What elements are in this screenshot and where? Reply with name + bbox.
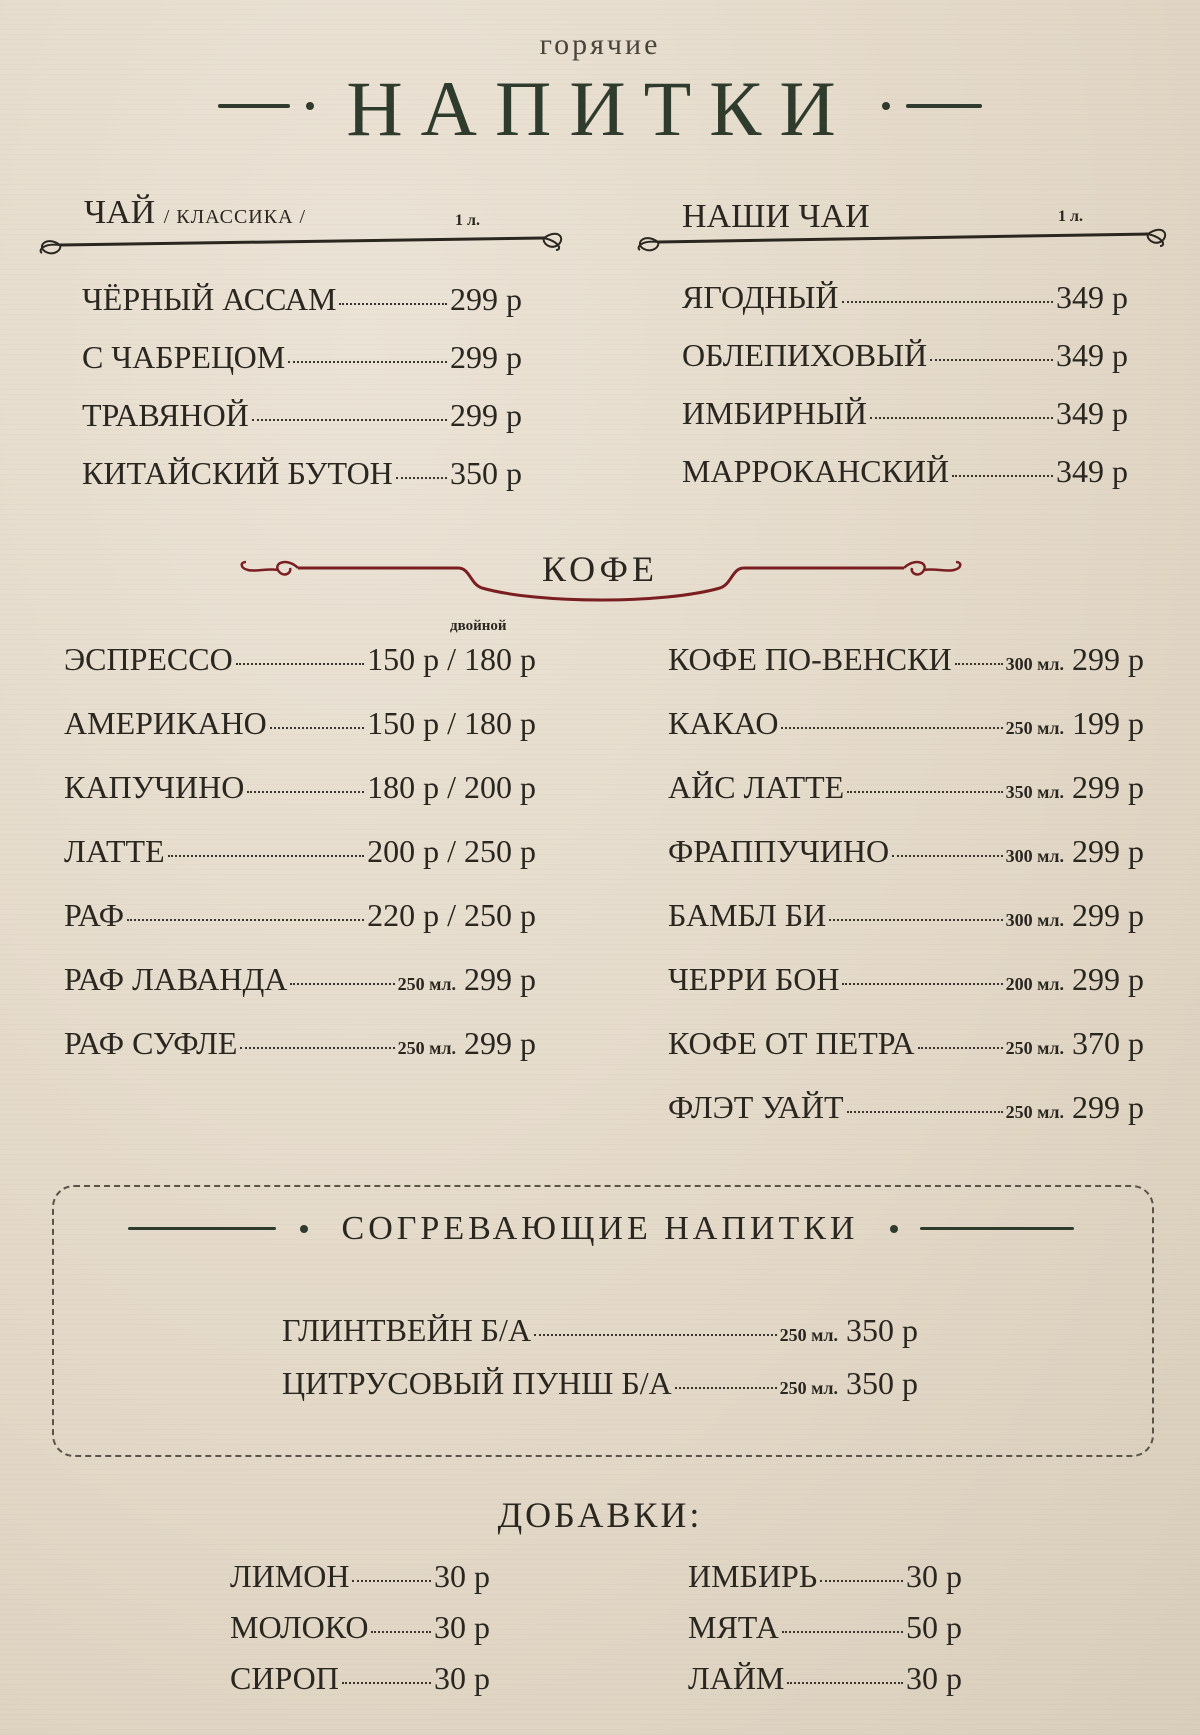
dot-leader	[955, 663, 1003, 665]
item-volume: 250 мл.	[779, 1325, 838, 1345]
list-item	[82, 399, 522, 457]
list-item	[688, 1662, 962, 1713]
title-dot-right	[882, 102, 890, 110]
double-shot-label: двойной	[450, 618, 507, 634]
item-price: 299 р	[464, 1025, 536, 1061]
list-item	[64, 707, 536, 771]
dot-leader	[534, 1334, 777, 1336]
item-price: 350 р	[846, 1365, 918, 1401]
tea-classic-ornament-rule	[38, 230, 566, 260]
dot-leader	[396, 477, 447, 479]
item-name: РАФ ЛАВАНДА	[64, 961, 288, 997]
item-price: 180 р / 200 р	[367, 769, 536, 805]
list-item	[64, 771, 536, 835]
list-item	[64, 835, 536, 899]
dot-leader	[240, 1047, 394, 1049]
list-item	[668, 899, 1144, 963]
list-item	[64, 1027, 536, 1091]
dot-leader	[870, 417, 1053, 419]
list-item	[230, 1611, 490, 1662]
item-volume: 300 мл.	[1005, 654, 1064, 674]
warming-list	[282, 1314, 918, 1420]
list-item	[64, 643, 536, 707]
coffee-right-list	[668, 643, 1144, 1155]
item-price: 349 р	[1056, 395, 1128, 431]
list-item	[282, 1367, 918, 1420]
dot-leader	[339, 303, 447, 305]
dot-leader	[930, 359, 1053, 361]
additions-title: ДОБАВКИ:	[497, 1495, 703, 1535]
item-price: 299 р	[1072, 833, 1144, 869]
item-price: 299 р	[1072, 897, 1144, 933]
item-volume: 250 мл.	[1005, 1102, 1064, 1122]
list-item	[682, 455, 1128, 513]
warming-rule-right	[920, 1227, 1074, 1230]
item-name: РАФ	[64, 897, 125, 933]
item-price: 150 р / 180 р	[367, 641, 536, 677]
item-name: ОБЛЕПИХОВЫЙ	[682, 337, 928, 373]
dot-leader	[288, 361, 447, 363]
dot-leader	[782, 1631, 903, 1633]
dot-leader	[270, 727, 364, 729]
item-price: 30 р	[434, 1660, 490, 1696]
list-item	[668, 835, 1144, 899]
item-name: МОЛОКО	[230, 1609, 369, 1645]
item-name: МАРРОКАНСКИЙ	[682, 453, 950, 489]
tea-classic-title: ЧАЙ	[84, 194, 156, 231]
item-price: 299 р	[464, 961, 536, 997]
item-name: ЛАЙМ	[688, 1660, 785, 1696]
item-name: ФЛЭТ УАЙТ	[668, 1089, 844, 1125]
coffee-left-list	[64, 643, 536, 1091]
list-item	[688, 1560, 962, 1611]
item-price: 30 р	[906, 1558, 962, 1594]
item-name: РАФ СУФЛЕ	[64, 1025, 238, 1061]
list-item	[682, 397, 1128, 455]
item-name: ЛАТТЕ	[64, 833, 165, 869]
item-price: 199 р	[1072, 705, 1144, 741]
list-item	[668, 707, 1144, 771]
item-price: 350 р	[846, 1312, 918, 1348]
item-price: 299 р	[1072, 1089, 1144, 1125]
item-price: 30 р	[434, 1609, 490, 1645]
item-price: 299 р	[1072, 641, 1144, 677]
item-price: 150 р / 180 р	[367, 705, 536, 741]
item-volume: 200 мл.	[1005, 974, 1064, 994]
item-name: АЙС ЛАТТЕ	[668, 769, 845, 805]
page-title: НАПИТКИ	[346, 65, 854, 152]
list-item	[230, 1560, 490, 1611]
item-name: КАКАО	[668, 705, 779, 741]
dot-leader	[842, 301, 1053, 303]
tea-classic-heading	[84, 194, 306, 232]
dot-leader	[290, 983, 394, 985]
dot-leader	[787, 1682, 903, 1684]
item-name: БАМБЛ БИ	[668, 897, 827, 933]
dot-leader	[892, 855, 1003, 857]
dot-leader	[236, 663, 364, 665]
item-name: КОФЕ ОТ ПЕТРА	[668, 1025, 915, 1061]
item-name: АМЕРИКАНО	[64, 705, 267, 741]
dot-leader	[918, 1047, 1003, 1049]
item-name: ФРАППУЧИНО	[668, 833, 890, 869]
item-volume: 250 мл.	[397, 974, 456, 994]
item-price: 220 р / 250 р	[367, 897, 536, 933]
item-price: 200 р / 250 р	[367, 833, 536, 869]
item-name: ИМБИРЬ	[688, 1558, 818, 1594]
item-price: 350 р	[450, 455, 522, 491]
item-volume: 250 мл.	[1005, 1038, 1064, 1058]
list-item	[668, 771, 1144, 835]
item-name: КИТАЙСКИЙ БУТОН	[82, 455, 393, 491]
item-name: ЧЁРНЫЙ АССАМ	[82, 281, 337, 317]
item-name: КАПУЧИНО	[64, 769, 245, 805]
list-item	[668, 1091, 1144, 1155]
item-volume: 350 мл.	[1005, 782, 1064, 802]
item-name: ИМБИРНЫЙ	[682, 395, 867, 431]
item-price: 299 р	[450, 339, 522, 375]
item-name: ЛИМОН	[230, 1558, 350, 1594]
dot-leader	[352, 1580, 431, 1582]
item-name: ЦИТРУСОВЫЙ ПУНШ Б/А	[282, 1365, 672, 1401]
item-price: 299 р	[450, 397, 522, 433]
item-price: 349 р	[1056, 453, 1128, 489]
dot-leader	[820, 1580, 903, 1582]
list-item	[82, 283, 522, 341]
item-price: 370 р	[1072, 1025, 1144, 1061]
tea-ours-ornament-rule	[636, 226, 1170, 256]
list-item	[282, 1314, 918, 1367]
item-price: 299 р	[1072, 961, 1144, 997]
item-volume: 300 мл.	[1005, 910, 1064, 930]
dot-leader	[781, 727, 1002, 729]
item-name: СИРОП	[230, 1660, 339, 1696]
item-volume: 250 мл.	[397, 1038, 456, 1058]
title-rule-right	[906, 104, 982, 108]
item-name: С ЧАБРЕЦОМ	[82, 339, 286, 375]
item-price: 299 р	[450, 281, 522, 317]
item-price: 299 р	[1072, 769, 1144, 805]
list-item	[688, 1611, 962, 1662]
item-name: ЭСПРЕССО	[64, 641, 233, 677]
list-item	[682, 339, 1128, 397]
tea-classic-list	[82, 283, 522, 515]
tea-ours-list	[682, 281, 1128, 513]
item-name: ГЛИНТВЕЙН Б/А	[282, 1312, 532, 1348]
list-item	[682, 281, 1128, 339]
item-price: 349 р	[1056, 337, 1128, 373]
dot-leader	[168, 855, 364, 857]
tea-ours-title: НАШИ ЧАИ	[682, 198, 870, 235]
list-item	[668, 1027, 1144, 1091]
dot-leader	[842, 983, 1002, 985]
dot-leader	[371, 1631, 431, 1633]
dot-leader	[675, 1387, 777, 1389]
item-name: ЯГОДНЫЙ	[682, 279, 839, 315]
item-price: 30 р	[906, 1660, 962, 1696]
item-volume: 250 мл.	[779, 1378, 838, 1398]
item-price: 349 р	[1056, 279, 1128, 315]
item-price: 50 р	[906, 1609, 962, 1645]
dot-leader	[847, 791, 1002, 793]
dot-leader	[829, 919, 1002, 921]
item-name: КОФЕ ПО-ВЕНСКИ	[668, 641, 952, 677]
tea-classic-subtitle: / КЛАССИКА /	[163, 206, 307, 228]
tea-ours-volume: 1 л.	[1058, 208, 1083, 225]
item-price: 30 р	[434, 1558, 490, 1594]
additions-left-list	[230, 1560, 490, 1713]
list-item	[668, 643, 1144, 707]
item-volume: 250 мл.	[1005, 718, 1064, 738]
dot-leader	[127, 919, 364, 921]
tea-classic-volume: 1 л.	[455, 212, 480, 229]
list-item	[82, 457, 522, 515]
coffee-title: КОФЕ	[542, 549, 658, 589]
list-item	[64, 963, 536, 1027]
item-name: ЧЕРРИ БОН	[668, 961, 840, 997]
additions-right-list	[688, 1560, 962, 1713]
header-subtitle: горячие	[539, 28, 661, 61]
warming-title: СОГРЕВАЮЩИЕ НАПИТКИ	[341, 1210, 859, 1247]
dot-leader	[342, 1682, 431, 1684]
list-item	[64, 899, 536, 963]
dot-leader	[252, 419, 447, 421]
list-item	[82, 341, 522, 399]
list-item	[230, 1662, 490, 1713]
dot-leader	[247, 791, 364, 793]
item-name: МЯТА	[688, 1609, 779, 1645]
item-volume: 300 мл.	[1005, 846, 1064, 866]
list-item	[668, 963, 1144, 1027]
warming-dot-right	[890, 1225, 898, 1233]
dot-leader	[847, 1111, 1003, 1113]
dot-leader	[952, 475, 1053, 477]
item-name: ТРАВЯНОЙ	[82, 397, 249, 433]
